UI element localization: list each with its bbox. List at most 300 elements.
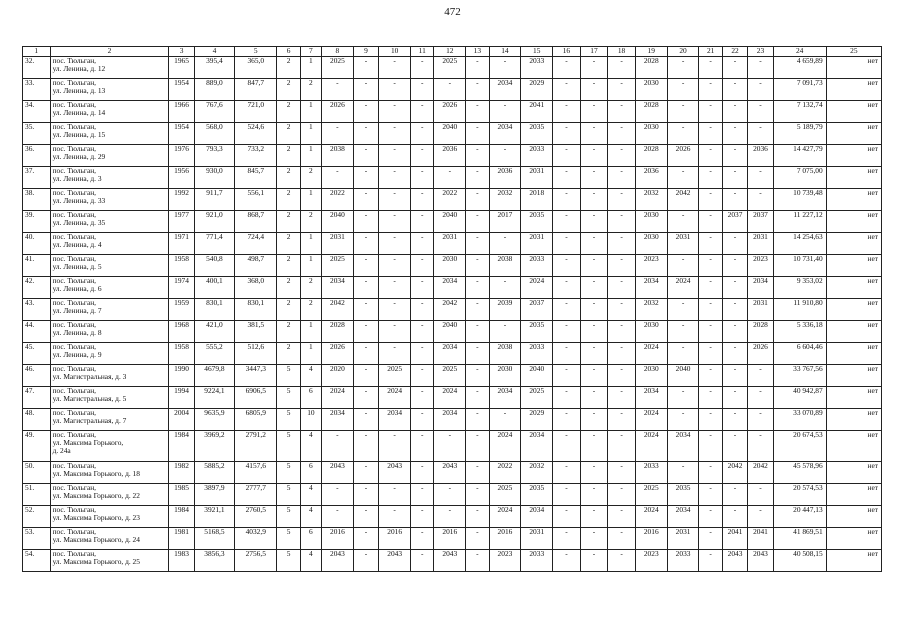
table-cell: 2026	[667, 145, 699, 167]
table-cell: -	[353, 211, 378, 233]
table-row	[23, 277, 882, 299]
row-number-cell: 38.	[23, 189, 51, 211]
table-cell: -	[553, 277, 581, 299]
address-cell: пос. Тюльган, ул. Максима Горького, д. 23	[50, 506, 169, 528]
table-cell: -	[608, 101, 636, 123]
table-cell: 2	[277, 321, 300, 343]
table-cell: -	[580, 409, 608, 431]
address-cell: пос. Тюльган, ул. Ленина, д. 4	[50, 233, 169, 255]
table-cell: -	[379, 123, 411, 145]
table-cell: -	[580, 145, 608, 167]
table-cell: -	[553, 101, 581, 123]
table-cell: 2038	[322, 145, 354, 167]
table-cell: 6	[300, 528, 321, 550]
table-cell: 2033	[667, 550, 699, 572]
table-row	[23, 299, 882, 321]
row-number-cell: 32.	[23, 57, 51, 79]
table-cell: 2	[300, 277, 321, 299]
table-cell: -	[353, 277, 378, 299]
table-cell: -	[580, 343, 608, 365]
table-cell: -	[748, 57, 773, 79]
table-cell: 33 767,56	[773, 365, 826, 387]
table-cell: 2026	[434, 101, 466, 123]
table-cell: -	[411, 506, 434, 528]
table-cell: -	[748, 189, 773, 211]
table-cell: 1	[300, 343, 321, 365]
table-cell: -	[699, 167, 722, 189]
table-cell: 2031	[667, 528, 699, 550]
table-cell: 868,7	[235, 211, 277, 233]
table-cell: нет	[826, 431, 881, 462]
table-cell: -	[353, 365, 378, 387]
table-cell: -	[608, 528, 636, 550]
table-cell: -	[466, 462, 489, 484]
table-cell: 2033	[521, 343, 553, 365]
table-cell: 2025	[322, 57, 354, 79]
table-cell: -	[466, 233, 489, 255]
table-cell: нет	[826, 343, 881, 365]
table-cell: -	[553, 189, 581, 211]
table-cell: -	[466, 387, 489, 409]
table-cell: -	[699, 277, 722, 299]
table-cell: 2043	[748, 550, 773, 572]
table-cell: 2033	[635, 462, 667, 484]
table-cell: 2032	[635, 189, 667, 211]
column-header-1: 1	[23, 47, 51, 57]
table-cell: нет	[826, 409, 881, 431]
column-header-18: 18	[608, 47, 636, 57]
address-cell: пос. Тюльган, ул. Магистральная, д. 3	[50, 365, 169, 387]
table-cell: 2031	[521, 528, 553, 550]
table-cell: 767,6	[194, 101, 234, 123]
table-cell: 6 604,46	[773, 343, 826, 365]
table-cell: 2033	[521, 145, 553, 167]
table-cell: 1982	[169, 462, 194, 484]
table-cell: 1984	[169, 431, 194, 462]
table-cell: -	[722, 167, 747, 189]
table-cell: 2031	[521, 233, 553, 255]
table-cell: -	[411, 57, 434, 79]
table-cell: 45 578,96	[773, 462, 826, 484]
table-cell: -	[489, 57, 521, 79]
table-cell: 2042	[722, 462, 747, 484]
table-cell: 2031	[667, 233, 699, 255]
table-cell: 20 574,53	[773, 484, 826, 506]
table-cell: 2024	[635, 431, 667, 462]
table-cell: 2037	[722, 211, 747, 233]
table-cell: -	[411, 211, 434, 233]
table-cell: -	[379, 431, 411, 462]
table-cell: -	[434, 506, 466, 528]
table-cell: 2036	[635, 167, 667, 189]
address-cell: пос. Тюльган, ул. Магистральная, д. 7	[50, 409, 169, 431]
column-header-7: 7	[300, 47, 321, 57]
row-number-cell: 48.	[23, 409, 51, 431]
table-cell: -	[353, 101, 378, 123]
table-cell: 1	[300, 101, 321, 123]
table-cell: -	[411, 321, 434, 343]
table-cell: -	[699, 528, 722, 550]
row-number-cell: 36.	[23, 145, 51, 167]
table-cell: 2032	[521, 462, 553, 484]
table-cell: -	[580, 462, 608, 484]
table-cell: 2	[300, 211, 321, 233]
table-cell: 381,5	[235, 321, 277, 343]
table-cell: -	[580, 57, 608, 79]
table-cell: 2024	[489, 431, 521, 462]
table-cell: -	[667, 462, 699, 484]
table-cell: -	[379, 255, 411, 277]
table-cell: -	[722, 101, 747, 123]
table-cell: 2016	[322, 528, 354, 550]
column-header-9: 9	[353, 47, 378, 57]
table-cell: -	[699, 189, 722, 211]
table-cell: 2022	[434, 189, 466, 211]
table-cell: -	[379, 321, 411, 343]
table-cell: -	[553, 550, 581, 572]
table-cell: -	[379, 299, 411, 321]
table-cell: 2024	[379, 387, 411, 409]
table-cell: 2043	[322, 462, 354, 484]
table-cell: 2034	[667, 431, 699, 462]
table-cell: -	[699, 550, 722, 572]
table-row	[23, 550, 882, 572]
table-row	[23, 79, 882, 101]
table-cell: 40 508,15	[773, 550, 826, 572]
table-cell: 2040	[521, 365, 553, 387]
table-row	[23, 387, 882, 409]
table-cell: -	[411, 101, 434, 123]
column-header-20: 20	[667, 47, 699, 57]
table-cell: 2034	[434, 343, 466, 365]
table-cell: -	[411, 145, 434, 167]
row-number-cell: 52.	[23, 506, 51, 528]
table-cell: 20 674,53	[773, 431, 826, 462]
table-cell: 2028	[635, 145, 667, 167]
table-cell: -	[434, 79, 466, 101]
table-cell: -	[466, 409, 489, 431]
table-cell: -	[608, 167, 636, 189]
table-cell: -	[722, 255, 747, 277]
table-cell: -	[699, 233, 722, 255]
table-cell: -	[434, 484, 466, 506]
table-cell: 5	[277, 506, 300, 528]
table-cell: -	[353, 79, 378, 101]
column-header-8: 8	[322, 47, 354, 57]
table-cell: 2033	[521, 550, 553, 572]
row-number-cell: 53.	[23, 528, 51, 550]
table-cell: -	[553, 343, 581, 365]
table-cell: 1	[300, 321, 321, 343]
table-cell: -	[608, 484, 636, 506]
table-cell: -	[322, 431, 354, 462]
table-cell: -	[411, 299, 434, 321]
table-cell: нет	[826, 189, 881, 211]
table-cell: 9 353,02	[773, 277, 826, 299]
table-cell: 830,1	[194, 299, 234, 321]
table-cell: -	[353, 343, 378, 365]
table-cell: -	[434, 167, 466, 189]
table-cell: 2025	[434, 57, 466, 79]
table-cell: 2022	[489, 462, 521, 484]
table-cell: 889,0	[194, 79, 234, 101]
table-cell: -	[667, 123, 699, 145]
table-cell: -	[699, 321, 722, 343]
table-cell: 2	[277, 189, 300, 211]
table-cell: 3969,2	[194, 431, 234, 462]
table-cell: 724,4	[235, 233, 277, 255]
table-cell: -	[466, 255, 489, 277]
table-cell: -	[667, 211, 699, 233]
table-cell: 2016	[635, 528, 667, 550]
table-cell: -	[553, 528, 581, 550]
table-cell: 2023	[489, 550, 521, 572]
table-cell: -	[699, 255, 722, 277]
table-cell: 568,0	[194, 123, 234, 145]
table-cell: 2	[277, 343, 300, 365]
table-cell: 2038	[489, 255, 521, 277]
table-cell: 1958	[169, 255, 194, 277]
table-cell: 4032,9	[235, 528, 277, 550]
table-cell: 2025	[322, 255, 354, 277]
table-cell: 5	[277, 365, 300, 387]
table-cell: -	[411, 409, 434, 431]
table-cell: нет	[826, 365, 881, 387]
address-cell: пос. Тюльган, ул. Магистральная, д. 5	[50, 387, 169, 409]
address-cell: пос. Тюльган, ул. Ленина, д. 9	[50, 343, 169, 365]
table-cell: 7 091,73	[773, 79, 826, 101]
table-cell: -	[699, 123, 722, 145]
table-cell: 2	[277, 167, 300, 189]
table-cell: -	[466, 321, 489, 343]
table-cell: -	[466, 79, 489, 101]
table-cell: -	[608, 145, 636, 167]
table-cell: 2	[277, 277, 300, 299]
address-cell: пос. Тюльган, ул. Ленина, д. 14	[50, 101, 169, 123]
address-cell: пос. Тюльган, ул. Максима Горького, д. 22	[50, 484, 169, 506]
table-cell: 5	[277, 528, 300, 550]
table-cell: -	[722, 506, 747, 528]
table-cell: 2031	[322, 233, 354, 255]
row-number-cell: 39.	[23, 211, 51, 233]
table-cell: 9635,9	[194, 409, 234, 431]
table-cell: -	[553, 79, 581, 101]
table-cell: -	[553, 123, 581, 145]
table-cell: -	[608, 365, 636, 387]
table-cell: -	[353, 321, 378, 343]
table-cell: -	[699, 365, 722, 387]
table-cell: 2037	[521, 299, 553, 321]
table-cell: 2034	[489, 123, 521, 145]
row-number-cell: 49.	[23, 431, 51, 462]
table-cell: 3856,3	[194, 550, 234, 572]
table-cell: 2756,5	[235, 550, 277, 572]
table-cell: 5	[277, 387, 300, 409]
table-cell: 540,8	[194, 255, 234, 277]
table-cell: 2034	[748, 277, 773, 299]
table-cell: 2034	[322, 277, 354, 299]
table-cell: -	[608, 299, 636, 321]
table-cell: нет	[826, 528, 881, 550]
table-cell: 2035	[521, 321, 553, 343]
table-cell: 3447,3	[235, 365, 277, 387]
table-row	[23, 528, 882, 550]
table-cell: -	[466, 484, 489, 506]
table-cell: нет	[826, 484, 881, 506]
table-cell: -	[411, 277, 434, 299]
table-cell: -	[722, 484, 747, 506]
table-cell: нет	[826, 57, 881, 79]
table-cell: -	[580, 550, 608, 572]
table-cell: 1954	[169, 79, 194, 101]
column-number-header	[23, 47, 882, 57]
table-cell: -	[667, 167, 699, 189]
row-number-cell: 54.	[23, 550, 51, 572]
table-cell: 2022	[322, 189, 354, 211]
table-cell: 2028	[635, 57, 667, 79]
table-cell: -	[722, 123, 747, 145]
table-cell: 41 869,51	[773, 528, 826, 550]
table-cell: 1956	[169, 167, 194, 189]
table-cell: -	[411, 462, 434, 484]
table-cell: 5	[277, 431, 300, 462]
table-cell: 845,7	[235, 167, 277, 189]
table-cell: 2031	[748, 233, 773, 255]
table-cell: 2023	[635, 255, 667, 277]
table-cell: -	[411, 387, 434, 409]
address-cell: пос. Тюльган, ул. Максима Горького, д. 24	[50, 528, 169, 550]
table-cell: 5	[277, 462, 300, 484]
table-cell: -	[580, 387, 608, 409]
table-cell: -	[353, 299, 378, 321]
table-cell: -	[667, 255, 699, 277]
table-cell: 2004	[169, 409, 194, 431]
table-cell: -	[322, 167, 354, 189]
table-cell: нет	[826, 123, 881, 145]
row-number-cell: 35.	[23, 123, 51, 145]
table-cell: 2043	[379, 462, 411, 484]
table-cell: -	[667, 343, 699, 365]
table-cell: 5 189,79	[773, 123, 826, 145]
table-cell: -	[466, 57, 489, 79]
table-cell: 1977	[169, 211, 194, 233]
table-cell: -	[722, 57, 747, 79]
table-cell: -	[580, 101, 608, 123]
table-cell: -	[553, 506, 581, 528]
table-cell: 1954	[169, 123, 194, 145]
table-cell: -	[411, 233, 434, 255]
table-cell: нет	[826, 233, 881, 255]
table-cell: 14 427,79	[773, 145, 826, 167]
table-cell: -	[748, 365, 773, 387]
table-cell: 2030	[635, 211, 667, 233]
table-cell: -	[722, 145, 747, 167]
table-cell: 9224,1	[194, 387, 234, 409]
table-cell: 2043	[434, 462, 466, 484]
table-cell: -	[353, 167, 378, 189]
table-cell: 733,2	[235, 145, 277, 167]
table-row	[23, 189, 882, 211]
table-cell: 2016	[489, 528, 521, 550]
table-cell: 2040	[434, 321, 466, 343]
table-cell: -	[722, 79, 747, 101]
table-cell: 2036	[434, 145, 466, 167]
table-cell: 2042	[667, 189, 699, 211]
table-body	[23, 57, 882, 572]
table-cell: -	[748, 409, 773, 431]
table-cell: 2034	[489, 387, 521, 409]
table-cell: -	[322, 123, 354, 145]
table-cell: 847,7	[235, 79, 277, 101]
table-cell: 1983	[169, 550, 194, 572]
table-cell: -	[608, 233, 636, 255]
table-cell: -	[379, 101, 411, 123]
table-cell: -	[608, 321, 636, 343]
table-cell: 524,6	[235, 123, 277, 145]
table-cell: -	[748, 484, 773, 506]
table-cell: -	[699, 57, 722, 79]
table-cell: -	[748, 79, 773, 101]
table-cell: -	[722, 365, 747, 387]
table-cell: -	[466, 506, 489, 528]
table-cell: -	[553, 365, 581, 387]
table-cell: 4	[300, 365, 321, 387]
table-cell: 2040	[434, 211, 466, 233]
table-row	[23, 211, 882, 233]
table-cell: 400,1	[194, 277, 234, 299]
table-cell: -	[411, 431, 434, 462]
table-row	[23, 365, 882, 387]
table-cell: -	[722, 189, 747, 211]
table-cell: 2025	[434, 365, 466, 387]
table-cell: 2	[277, 299, 300, 321]
table-cell: -	[580, 189, 608, 211]
column-header-23: 23	[748, 47, 773, 57]
table-cell: 2036	[748, 145, 773, 167]
table-cell: 2034	[322, 409, 354, 431]
table-cell: -	[553, 387, 581, 409]
table-cell: 4	[300, 431, 321, 462]
table-cell: 2	[277, 145, 300, 167]
table-cell: -	[466, 550, 489, 572]
table-cell: 2016	[434, 528, 466, 550]
table-cell: 2028	[322, 321, 354, 343]
table-cell: 2026	[322, 343, 354, 365]
table-cell: -	[379, 189, 411, 211]
table-row	[23, 255, 882, 277]
column-header-15: 15	[521, 47, 553, 57]
table-cell: 2	[300, 167, 321, 189]
table-cell: -	[489, 321, 521, 343]
table-cell: -	[699, 101, 722, 123]
table-cell: нет	[826, 387, 881, 409]
address-cell: пос. Тюльган, ул. Ленина, д. 7	[50, 299, 169, 321]
table-cell: нет	[826, 211, 881, 233]
table-cell: 2034	[521, 431, 553, 462]
table-row	[23, 101, 882, 123]
address-cell: пос. Тюльган, ул. Ленина, д. 6	[50, 277, 169, 299]
table-cell: 2041	[722, 528, 747, 550]
table-cell: 2	[300, 79, 321, 101]
table-cell: 2	[277, 101, 300, 123]
table-cell: -	[553, 211, 581, 233]
table-cell: -	[553, 255, 581, 277]
column-header-5: 5	[235, 47, 277, 57]
column-header-6: 6	[277, 47, 300, 57]
table-cell: -	[722, 321, 747, 343]
table-cell: -	[466, 343, 489, 365]
table-cell: 2031	[748, 299, 773, 321]
